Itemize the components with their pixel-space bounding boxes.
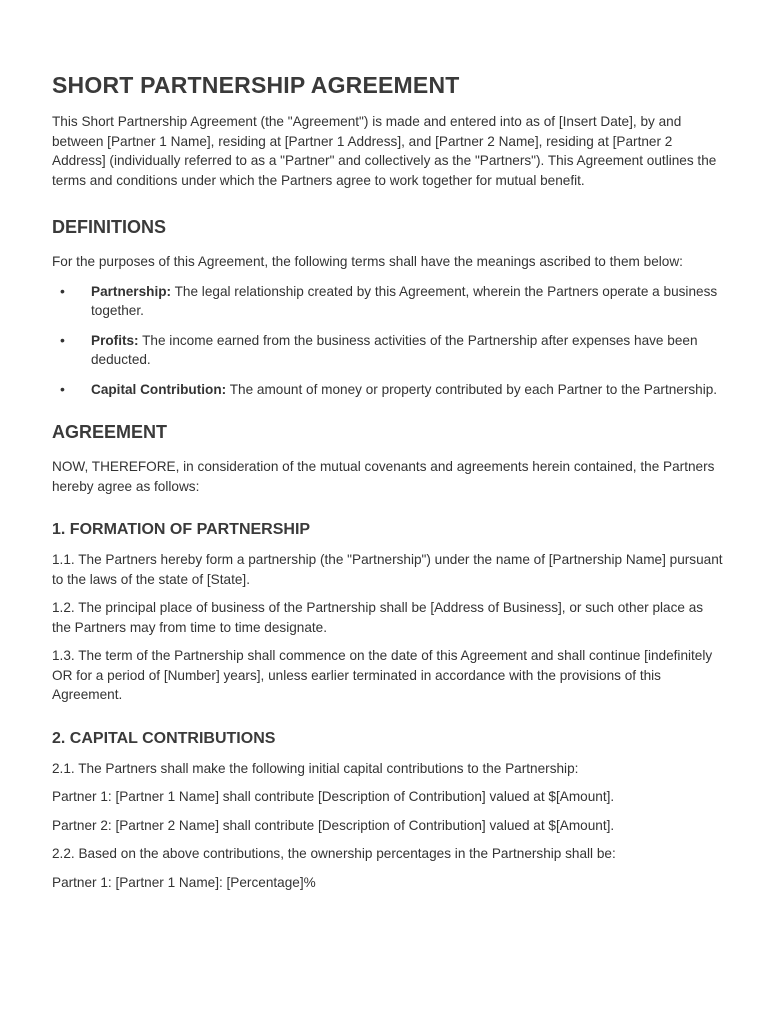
intro-paragraph: This Short Partnership Agreement (the "Agreement") is made and entered into as of [Insert Date], by and between [Partner 1 Name], residing at [Partner 1 Address], and [Partner 2 Name], residing at [Partner 2 Address] (individually referred to as a "Partner" and collectively as the "Partners"). This Agreement outlines the terms and conditions under which the Partners agree to work together for mutual benefit. (52, 114, 717, 188)
definitions-heading: DEFINITIONS (52, 217, 167, 237)
definition-text: The legal relationship created by this Agreement, wherein the Partners operate a business together. (91, 283, 718, 318)
section-2-heading: 2. CAPITAL CONTRIBUTIONS (52, 729, 276, 747)
agreement-lead: NOW, THEREFORE, in consideration of the mutual covenants and agreements herein contained, the Partners hereby agree as follows: (52, 459, 715, 494)
definition-term: Profits: (91, 332, 139, 348)
definitions-lead: For the purposes of this Agreement, the following terms shall have the meanings ascribed to them below: (52, 254, 683, 269)
clause-1-3: 1.3. The term of the Partnership shall commence on the date of this Agreement and shall continue [indefinitely OR for a period of [Number] years], unless earlier terminated in accordance with the provisions of this Agreement. (52, 648, 713, 702)
document-title: SHORT PARTNERSHIP AGREEMENT (52, 72, 460, 98)
definition-text: The amount of money or property contributed by each Partner to the Partnership. (226, 381, 718, 397)
bullet-icon: • (60, 331, 65, 348)
definitions-list (52, 282, 724, 400)
section-1-heading: 1. FORMATION OF PARTNERSHIP (52, 521, 311, 538)
definition-item (52, 331, 724, 370)
agreement-heading: AGREEMENT (52, 422, 168, 442)
definition-term: Partnership: (91, 283, 172, 299)
clause-2-2: 2.2. Based on the above contributions, the ownership percentages in the Partnership shall be: (52, 846, 616, 861)
clause-1-1: 1.1. The Partners hereby form a partnership (the "Partnership") under the name of [Partnership Name] pursuant to the laws of the state of [State]. (52, 552, 723, 587)
partner-1-contribution: Partner 1: [Partner 1 Name] shall contribute [Description of Contribution] valued at $[Amount]. (52, 789, 615, 804)
clause-2-1: 2.1. The Partners shall make the following initial capital contributions to the Partnership: (52, 760, 579, 776)
definition-item (52, 282, 724, 321)
definition-item (52, 380, 724, 400)
bullet-icon: • (60, 282, 65, 299)
partner-1-percentage: Partner 1: [Partner 1 Name]: [Percentage]% (52, 874, 316, 890)
definition-text: The income earned from the business activities of the Partnership after expenses have been deducted. (91, 332, 698, 367)
definition-term: Capital Contribution: (91, 381, 227, 397)
bullet-icon: • (60, 380, 65, 397)
partner-2-contribution: Partner 2: [Partner 2 Name] shall contribute [Description of Contribution] valued at $[Amount]. (52, 817, 615, 833)
document-page (52, 70, 724, 901)
clause-1-2: 1.2. The principal place of business of the Partnership shall be [Address of Business], or such other place as the Partners may from time to time designate. (52, 600, 704, 635)
